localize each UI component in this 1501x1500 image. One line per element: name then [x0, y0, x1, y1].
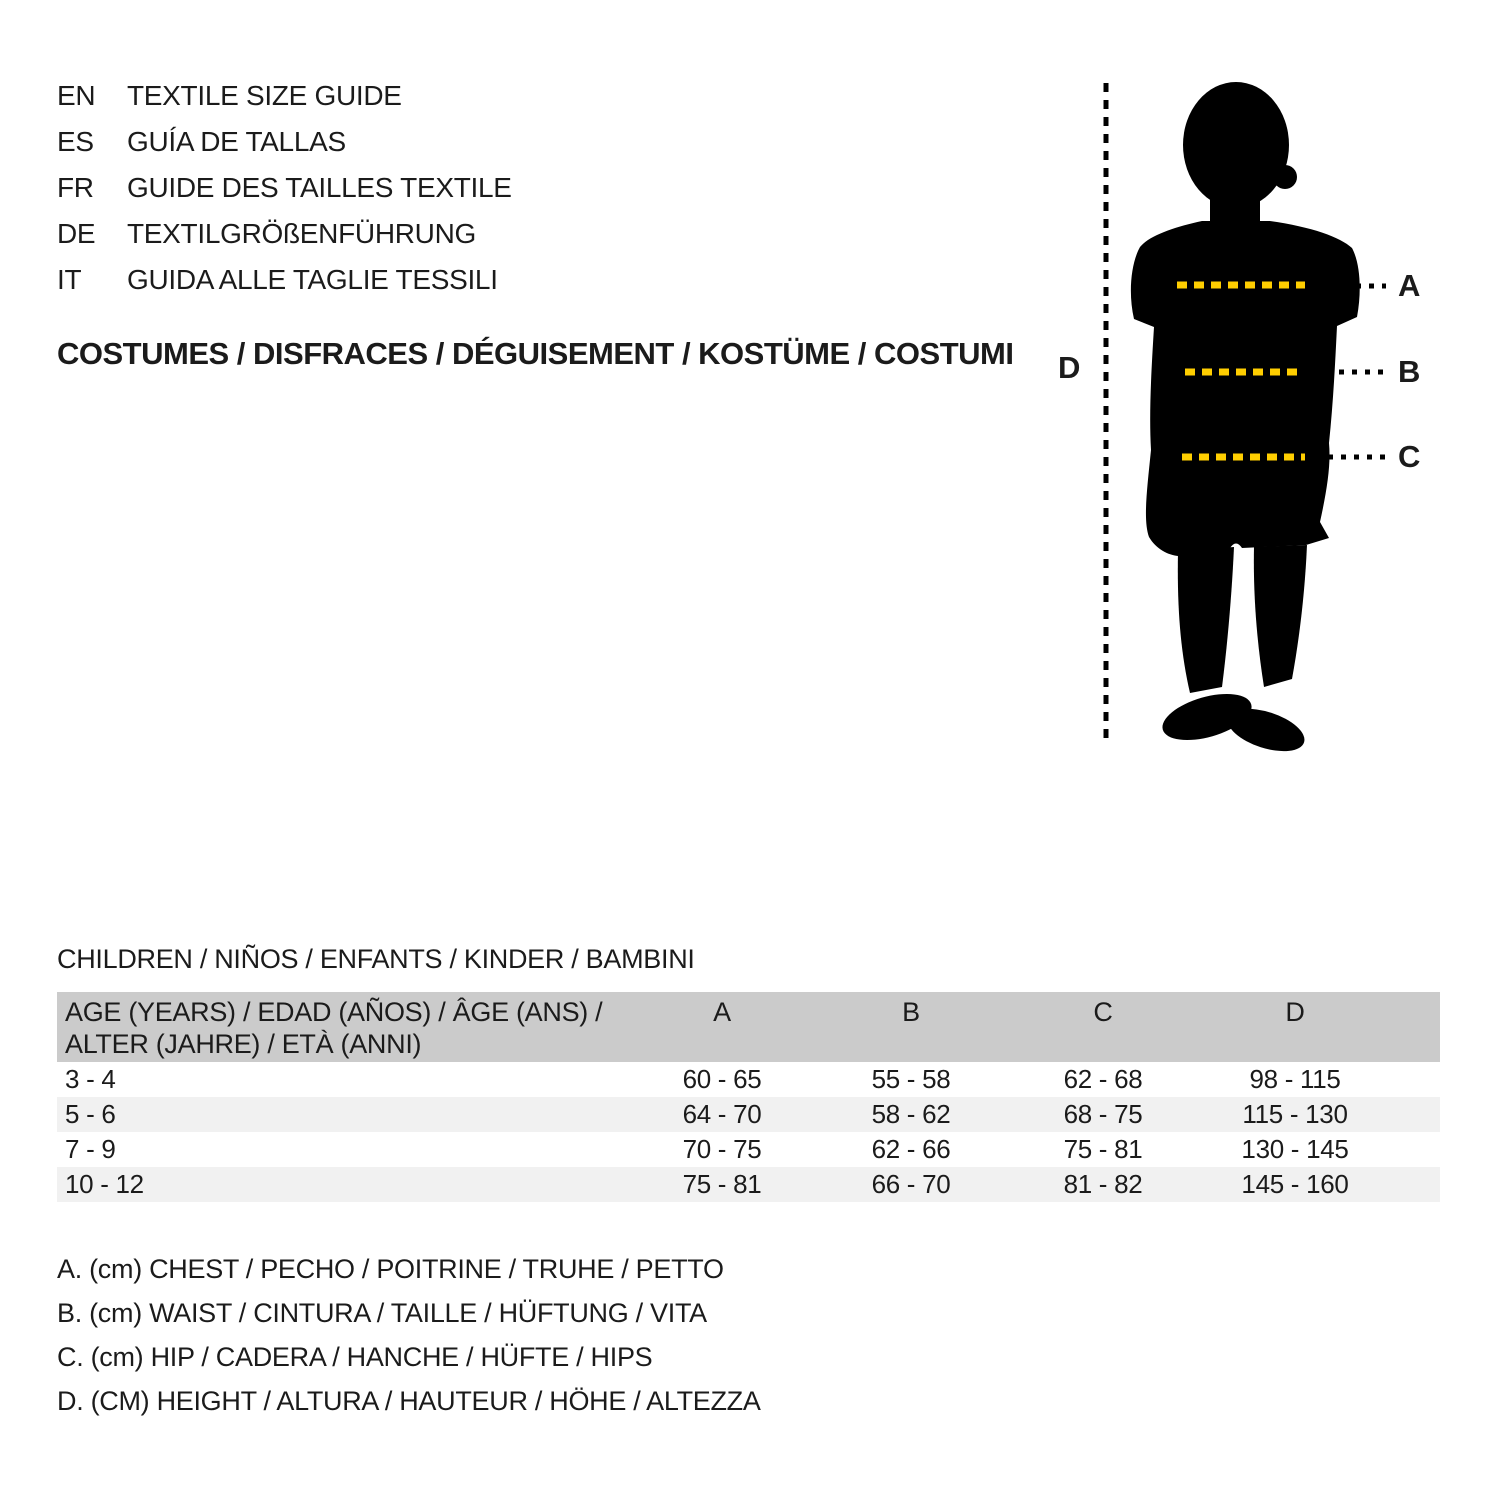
figure-label-b: B	[1398, 354, 1421, 389]
height-cell: 98 - 115	[1249, 1064, 1341, 1094]
language-row	[57, 73, 512, 119]
language-title: TEXTILE SIZE GUIDE	[127, 80, 402, 111]
legend-line-height: D. (CM) HEIGHT / ALTURA / HAUTEUR / HÖHE / ALTEZZA	[57, 1386, 761, 1416]
language-title: TEXTILGRÖßENFÜHRUNG	[127, 218, 476, 249]
table-row	[57, 1132, 1440, 1167]
row-spacer	[1389, 1097, 1440, 1132]
size-table	[57, 992, 1440, 1202]
figure-label-d: D	[1058, 350, 1081, 385]
hip-cell: 68 - 75	[1063, 1099, 1143, 1129]
language-title: GUIDE DES TAILLES TEXTILE	[127, 172, 512, 203]
height-cell: 115 - 130	[1242, 1099, 1348, 1129]
hip-cell: 62 - 68	[1063, 1064, 1143, 1094]
waist-cell: 58 - 62	[871, 1099, 951, 1129]
table-row	[57, 1062, 1440, 1097]
language-row	[57, 119, 512, 165]
figure-label-a: A	[1398, 268, 1421, 303]
language-title: GUIDA ALLE TAGLIE TESSILI	[127, 264, 498, 295]
measurement-legend	[57, 1247, 761, 1423]
hip-cell: 75 - 81	[1063, 1134, 1143, 1164]
waist-cell: 62 - 66	[871, 1134, 951, 1164]
chest-cell: 70 - 75	[682, 1134, 762, 1164]
language-row	[57, 257, 512, 303]
age-header-cell	[57, 992, 627, 1062]
row-spacer	[1389, 1132, 1440, 1167]
height-cell: 145 - 160	[1241, 1169, 1349, 1199]
waist-cell: 55 - 58	[871, 1064, 951, 1094]
column-header-b: B	[902, 997, 920, 1027]
age-cell: 3 - 4	[65, 1064, 116, 1094]
chest-cell: 60 - 65	[682, 1064, 762, 1094]
chest-cell: 64 - 70	[682, 1099, 762, 1129]
chest-cell: 75 - 81	[682, 1169, 762, 1199]
language-code: ES	[57, 126, 94, 157]
row-spacer	[1389, 1167, 1440, 1202]
column-header-d: D	[1285, 997, 1305, 1027]
language-row	[57, 211, 512, 257]
language-code: DE	[57, 218, 96, 249]
column-header-c: C	[1093, 997, 1113, 1027]
table-row	[57, 1097, 1440, 1132]
header-spacer	[1389, 992, 1440, 1062]
row-spacer	[1389, 1062, 1440, 1097]
table-header-row	[57, 992, 1440, 1062]
age-header-line2: ALTER (JAHRE) / ETÀ (ANNI)	[65, 1029, 422, 1059]
child-silhouette	[1131, 82, 1360, 759]
language-title-list	[57, 73, 512, 303]
legend-line-hip: C. (cm) HIP / CADERA / HANCHE / HÜFTE / HIPS	[57, 1342, 653, 1372]
table-row	[57, 1167, 1440, 1202]
age-cell: 5 - 6	[65, 1099, 116, 1129]
legend-line-chest: A. (cm) CHEST / PECHO / POITRINE / TRUHE / PETTO	[57, 1254, 724, 1284]
height-cell: 130 - 145	[1241, 1134, 1349, 1164]
child-silhouette-figure	[1050, 75, 1490, 765]
age-header-line1: AGE (YEARS) / EDAD (AÑOS) / ÂGE (ANS) /	[65, 997, 603, 1027]
category-title: COSTUMES / DISFRACES / DÉGUISEMENT / KOSTÜME / COSTUMI	[57, 336, 1014, 371]
size-table-title: CHILDREN / NIÑOS / ENFANTS / KINDER / BAMBINI	[57, 944, 695, 974]
hip-cell: 81 - 82	[1063, 1169, 1143, 1199]
language-code: IT	[57, 264, 82, 295]
age-cell: 7 - 9	[65, 1134, 116, 1164]
language-row	[57, 165, 512, 211]
language-code: FR	[57, 172, 94, 203]
column-header-a: A	[713, 997, 731, 1027]
language-code: EN	[57, 80, 96, 111]
waist-cell: 66 - 70	[871, 1169, 951, 1199]
age-cell: 10 - 12	[65, 1169, 144, 1199]
language-title: GUÍA DE TALLAS	[127, 126, 346, 157]
legend-line-waist: B. (cm) WAIST / CINTURA / TAILLE / HÜFTUNG / VITA	[57, 1298, 707, 1328]
measurement-figure	[1050, 75, 1490, 765]
figure-label-c: C	[1398, 439, 1421, 474]
